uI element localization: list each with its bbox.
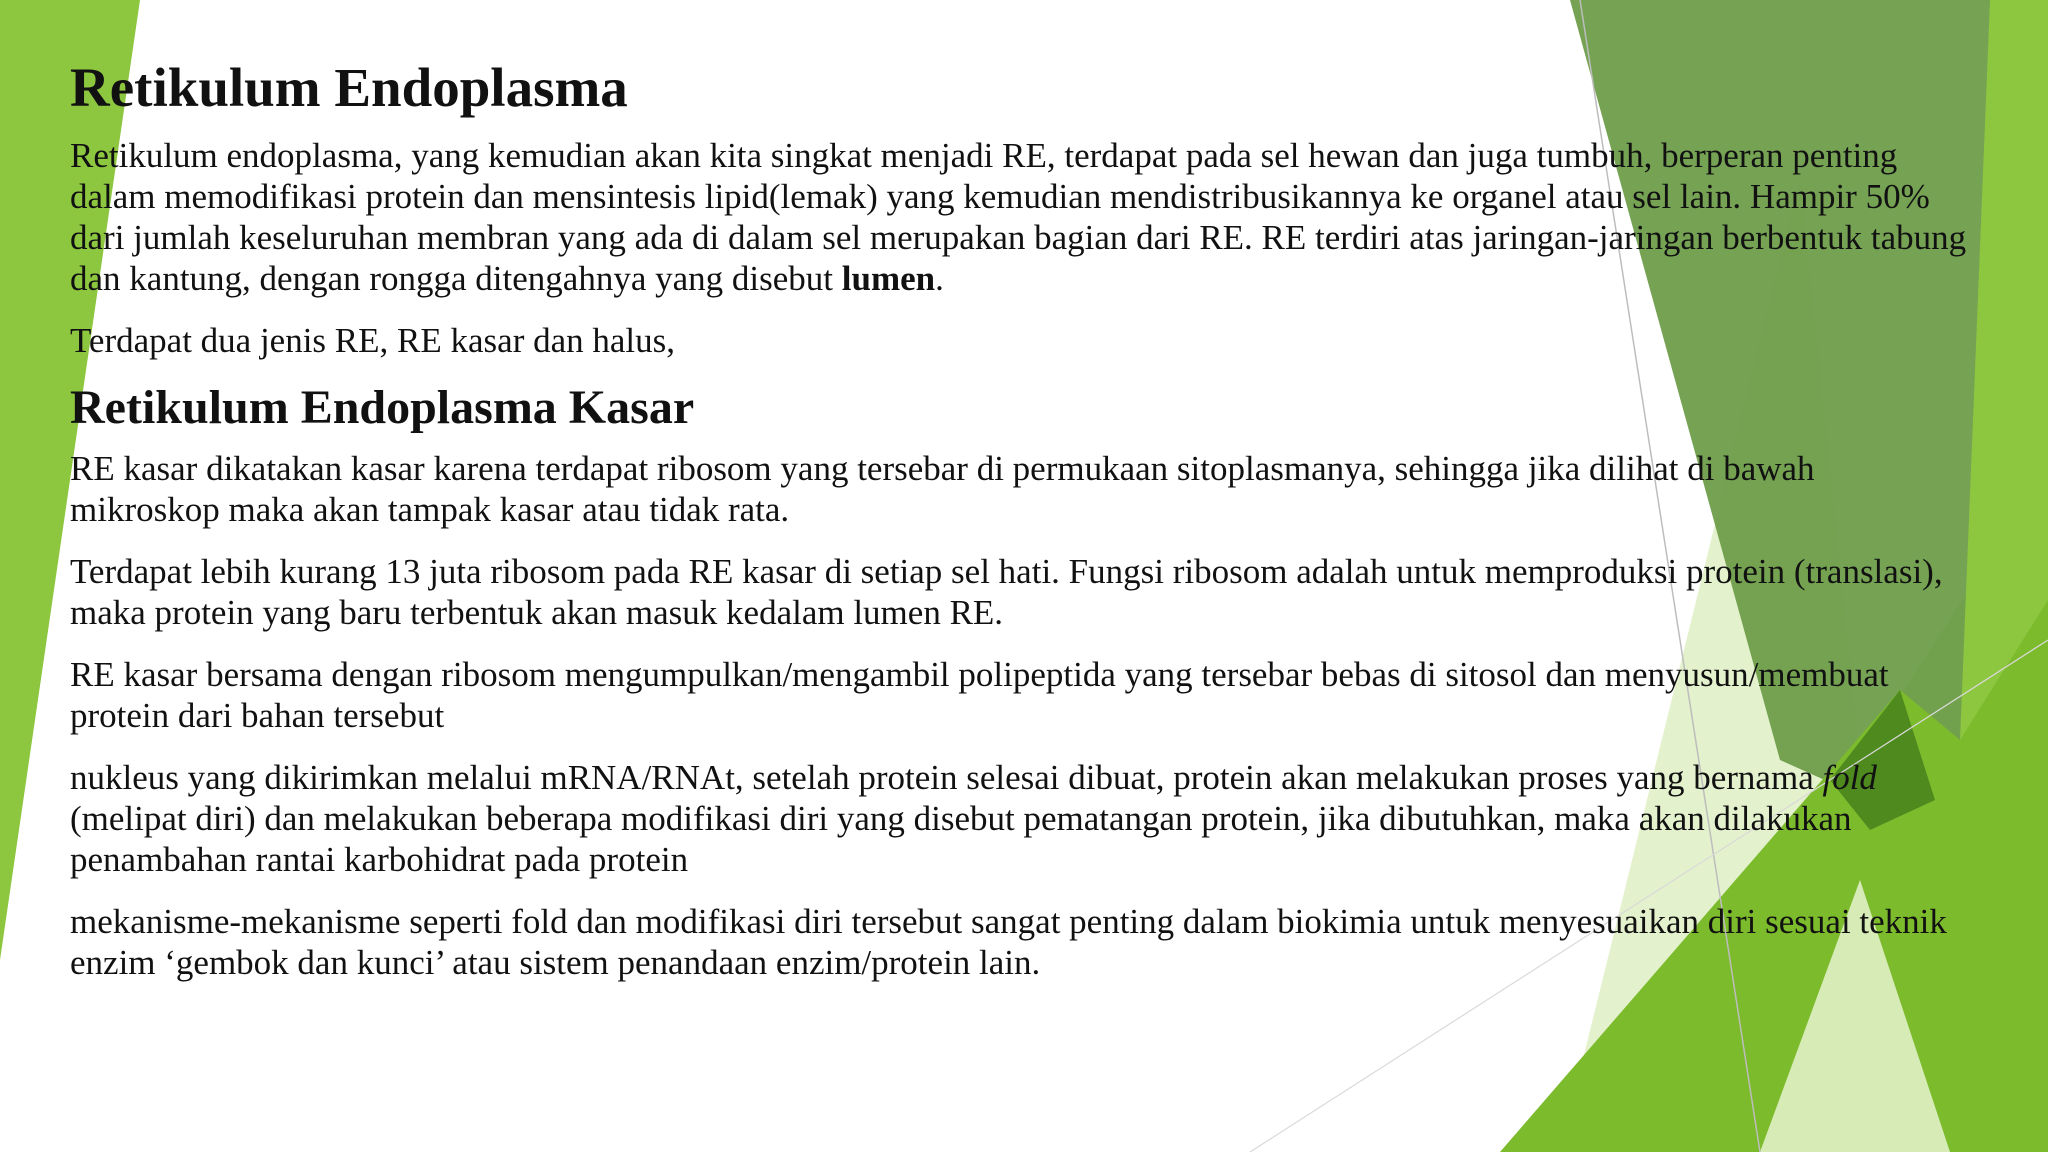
paragraph-4 bbox=[70, 757, 1970, 880]
intro-paragraph bbox=[70, 135, 1970, 299]
paragraph-5: mekanisme-mekanisme seperti fold dan modifikasi diri tersebut sangat penting dalam biokimia untuk menyesuaikan diri sesuai teknik enzim ‘gembok dan kunci’ atau sistem penandaan enzim/protein lain. bbox=[70, 902, 1947, 983]
paragraph-2: Terdapat lebih kurang 13 juta ribosom pada RE kasar di setiap sel hati. Fungsi ribosom adalah untuk memproduksi protein (translasi), maka protein yang baru terbentuk akan masuk kedalam lumen RE. bbox=[70, 552, 1943, 633]
paragraph-4-start: nukleus yang dikirimkan melalui mRNA/RNAt, setelah protein selesai dibuat, protein akan melakukan proses yang bernama bbox=[70, 758, 1823, 798]
fold-term: fold bbox=[1822, 758, 1877, 798]
lumen-term: lumen bbox=[841, 258, 936, 298]
intro-period: . bbox=[935, 258, 944, 298]
paragraph-4-end: (melipat diri) dan melakukan beberapa modifikasi diri yang disebut pematangan protein, jika dibutuhkan, maka akan dilakukan penambahan rantai karbohidrat pada protein bbox=[70, 799, 1852, 880]
types-paragraph: Terdapat dua jenis RE, RE kasar dan halus, bbox=[70, 320, 676, 360]
paragraph-1: RE kasar dikatakan kasar karena terdapat ribosom yang tersebar di permukaan sitoplasmanya, sehingga jika dilihat di bawah mikroskop maka akan tampak kasar atau tidak rata. bbox=[70, 449, 1815, 530]
intro-text: Retikulum endoplasma, yang kemudian akan kita singkat menjadi RE, terdapat pada sel hewan dan juga tumbuh, berperan penting dalam memodifikasi protein dan mensintesis lipid(lemak) yang kemudian mendistribusikannya ke organel atau sel lain. Hampir 50% dari jumlah keseluruhan membran yang ada di dalam sel merupakan bagian dari RE. RE terdiri atas jaringan-jaringan berbentuk tabung dan kantung, dengan rongga ditengahnya yang disebut bbox=[70, 135, 1967, 298]
paragraph-3: RE kasar bersama dengan ribosom mengumpulkan/mengambil polipeptida yang tersebar bebas di sitosol dan menyusun/membuat protein dari bahan tersebut bbox=[70, 655, 1889, 736]
section-title: Retikulum Endoplasma Kasar bbox=[70, 380, 695, 434]
slide-content bbox=[70, 58, 1970, 1004]
slide-title: Retikulum Endoplasma bbox=[70, 57, 628, 118]
